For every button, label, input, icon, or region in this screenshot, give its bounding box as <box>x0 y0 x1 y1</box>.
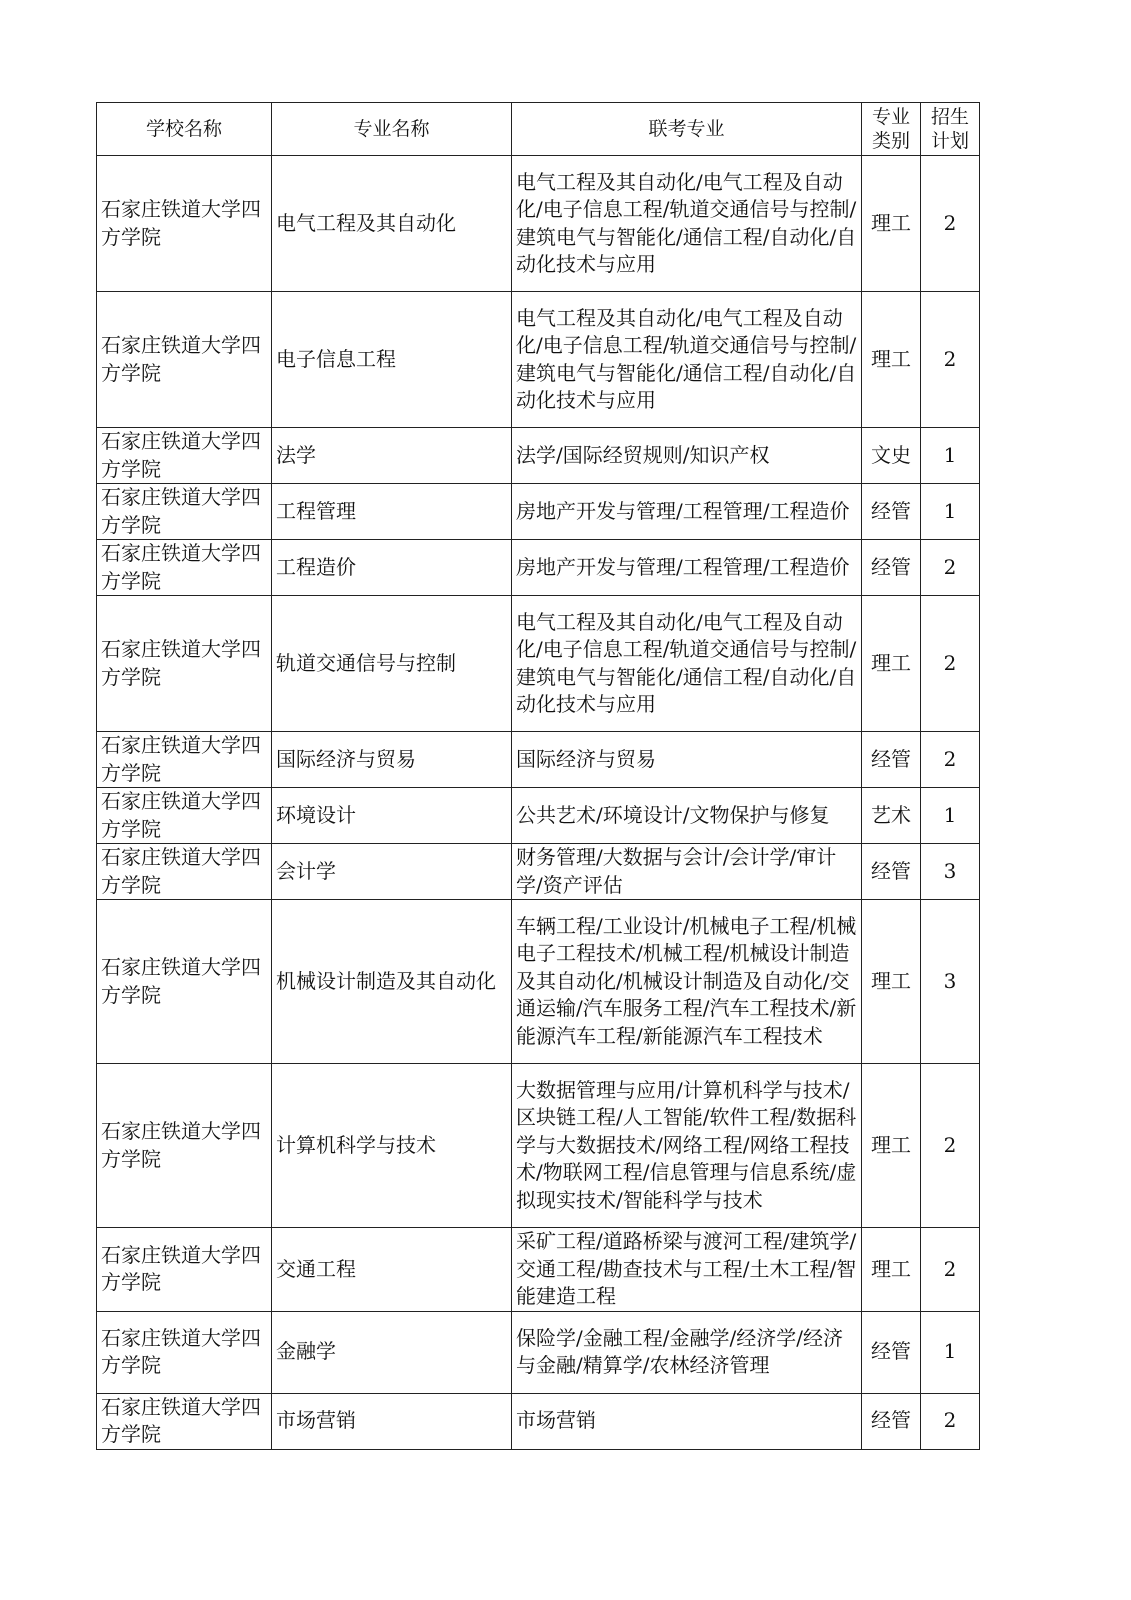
cell-major: 交通工程 <box>272 1228 512 1312</box>
cell-joint-majors: 电气工程及其自动化/电气工程及自动化/电子信息工程/轨道交通信号与控制/建筑电气与智能化/通信工程/自动化/自动化技术与应用 <box>512 292 862 428</box>
cell-category: 文史 <box>862 428 921 484</box>
header-major: 专业名称 <box>272 103 512 156</box>
cell-category: 经管 <box>862 540 921 596</box>
cell-plan: 2 <box>921 732 980 788</box>
cell-major: 工程管理 <box>272 484 512 540</box>
cell-joint-majors: 国际经济与贸易 <box>512 732 862 788</box>
header-school: 学校名称 <box>97 103 272 156</box>
cell-category: 经管 <box>862 1393 921 1449</box>
cell-plan: 1 <box>921 428 980 484</box>
cell-joint-majors: 电气工程及其自动化/电气工程及自动化/电子信息工程/轨道交通信号与控制/建筑电气与智能化/通信工程/自动化/自动化技术与应用 <box>512 596 862 732</box>
cell-category: 经管 <box>862 844 921 900</box>
cell-school: 石家庄铁道大学四方学院 <box>97 292 272 428</box>
cell-joint-majors: 市场营销 <box>512 1393 862 1449</box>
cell-category: 艺术 <box>862 788 921 844</box>
table-row <box>97 1228 980 1312</box>
cell-school: 石家庄铁道大学四方学院 <box>97 596 272 732</box>
header-joint-majors: 联考专业 <box>512 103 862 156</box>
table-row <box>97 1064 980 1228</box>
table-row <box>97 732 980 788</box>
cell-plan: 2 <box>921 540 980 596</box>
cell-joint-majors: 保险学/金融工程/金融学/经济学/经济与金融/精算学/农林经济管理 <box>512 1311 862 1393</box>
cell-school: 石家庄铁道大学四方学院 <box>97 428 272 484</box>
cell-plan: 1 <box>921 1311 980 1393</box>
cell-school: 石家庄铁道大学四方学院 <box>97 788 272 844</box>
table-row <box>97 428 980 484</box>
cell-major: 市场营销 <box>272 1393 512 1449</box>
cell-plan: 1 <box>921 484 980 540</box>
header-plan-line1: 招生 <box>930 106 969 128</box>
cell-major: 机械设计制造及其自动化 <box>272 900 512 1064</box>
cell-category: 理工 <box>862 156 921 292</box>
cell-joint-majors: 房地产开发与管理/工程管理/工程造价 <box>512 484 862 540</box>
cell-plan: 1 <box>921 788 980 844</box>
cell-joint-majors: 法学/国际经贸规则/知识产权 <box>512 428 862 484</box>
table-row <box>97 1393 980 1449</box>
cell-joint-majors: 公共艺术/环境设计/文物保护与修复 <box>512 788 862 844</box>
table-row <box>97 156 980 292</box>
cell-plan: 3 <box>921 900 980 1064</box>
cell-school: 石家庄铁道大学四方学院 <box>97 1228 272 1312</box>
cell-plan: 3 <box>921 844 980 900</box>
cell-school: 石家庄铁道大学四方学院 <box>97 540 272 596</box>
cell-plan: 2 <box>921 1064 980 1228</box>
cell-major: 环境设计 <box>272 788 512 844</box>
cell-major: 电子信息工程 <box>272 292 512 428</box>
cell-joint-majors: 财务管理/大数据与会计/会计学/审计学/资产评估 <box>512 844 862 900</box>
cell-category: 理工 <box>862 1228 921 1312</box>
cell-major: 会计学 <box>272 844 512 900</box>
cell-joint-majors: 大数据管理与应用/计算机科学与技术/区块链工程/人工智能/软件工程/数据科学与大数据技术/网络工程/网络工程技术/物联网工程/信息管理与信息系统/虚拟现实技术/智能科学与技术 <box>512 1064 862 1228</box>
cell-school: 石家庄铁道大学四方学院 <box>97 1393 272 1449</box>
cell-category: 理工 <box>862 596 921 732</box>
cell-major: 国际经济与贸易 <box>272 732 512 788</box>
cell-joint-majors: 电气工程及其自动化/电气工程及自动化/电子信息工程/轨道交通信号与控制/建筑电气与智能化/通信工程/自动化/自动化技术与应用 <box>512 156 862 292</box>
cell-major: 工程造价 <box>272 540 512 596</box>
cell-plan: 2 <box>921 292 980 428</box>
table-header-row <box>97 103 980 156</box>
cell-school: 石家庄铁道大学四方学院 <box>97 1311 272 1393</box>
cell-joint-majors: 车辆工程/工业设计/机械电子工程/机械电子工程技术/机械工程/机械设计制造及其自动化/机械设计制造及自动化/交通运输/汽车服务工程/汽车工程技术/新能源汽车工程/新能源汽车工程技术 <box>512 900 862 1064</box>
cell-school: 石家庄铁道大学四方学院 <box>97 900 272 1064</box>
header-plan-line2: 计划 <box>930 130 969 152</box>
table-row <box>97 788 980 844</box>
cell-school: 石家庄铁道大学四方学院 <box>97 484 272 540</box>
header-category-line2: 类别 <box>871 130 910 152</box>
cell-plan: 2 <box>921 156 980 292</box>
table-row <box>97 900 980 1064</box>
cell-plan: 2 <box>921 1393 980 1449</box>
cell-plan: 2 <box>921 1228 980 1312</box>
cell-school: 石家庄铁道大学四方学院 <box>97 156 272 292</box>
cell-major: 轨道交通信号与控制 <box>272 596 512 732</box>
cell-major: 计算机科学与技术 <box>272 1064 512 1228</box>
cell-category: 经管 <box>862 732 921 788</box>
cell-joint-majors: 房地产开发与管理/工程管理/工程造价 <box>512 540 862 596</box>
table-row <box>97 540 980 596</box>
cell-school: 石家庄铁道大学四方学院 <box>97 844 272 900</box>
table-row <box>97 1311 980 1393</box>
cell-plan: 2 <box>921 596 980 732</box>
cell-major: 金融学 <box>272 1311 512 1393</box>
enrollment-table <box>96 102 980 1450</box>
cell-category: 经管 <box>862 484 921 540</box>
table-row <box>97 292 980 428</box>
cell-major: 法学 <box>272 428 512 484</box>
header-category-line1: 专业 <box>871 106 910 128</box>
header-plan <box>921 103 980 156</box>
table-row <box>97 844 980 900</box>
cell-major: 电气工程及其自动化 <box>272 156 512 292</box>
cell-category: 理工 <box>862 1064 921 1228</box>
cell-school: 石家庄铁道大学四方学院 <box>97 732 272 788</box>
cell-school: 石家庄铁道大学四方学院 <box>97 1064 272 1228</box>
cell-category: 理工 <box>862 900 921 1064</box>
cell-joint-majors: 采矿工程/道路桥梁与渡河工程/建筑学/交通工程/勘查技术与工程/土木工程/智能建造工程 <box>512 1228 862 1312</box>
cell-category: 理工 <box>862 292 921 428</box>
table-row <box>97 484 980 540</box>
cell-category: 经管 <box>862 1311 921 1393</box>
table-row <box>97 596 980 732</box>
header-category <box>862 103 921 156</box>
